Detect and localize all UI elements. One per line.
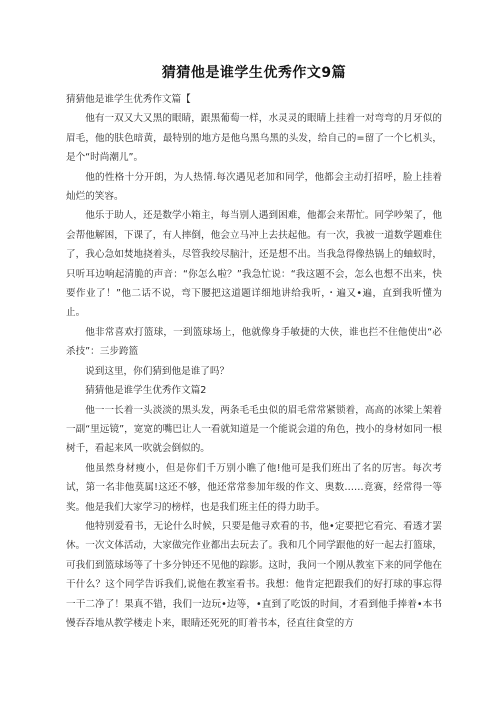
paragraph: 他虽然身材瘦小，但是你们千万别小瞧了他!他可是我们班出了名的厉害。每次考试，第一名非他莫属!这还不够，他还常常参加年级的作文、奥数……竟赛，经常得一等奖。他是我们大家学习的榜样，也是我们班主任的得力助手。 — [66, 462, 442, 513]
paragraph: 他乐于助人，还是数学小箱主，每当别人遇到困难，他都会来帮忙。同学吵架了，他会帮他解困，下课了，有人摔倒，他会立马冲上去扶起他。有一次，我被一道数学题难住了，我心急如焚地挠着头，尽管我绞尽脑汁，还是想不出。当我急得像热锅上的蚰蚁时，只听耳边响起清脆的声音：“你怎么啦？”我急忙说：“我这题不会，怎么也想不出来，快要作业了！”他二话不说，弯下腰把这道题详细地讲给我听，・遍又•遍，直到我听懂为止。 — [66, 210, 442, 319]
paragraph: 他的性格十分开朗，为人热情.每次遇见老加和同学，他都会主动打招呼，脸上挂着灿烂的笑容。 — [66, 171, 442, 203]
paragraph: 猜猜他是谁学生优秀作文篇【 — [66, 94, 191, 105]
paragraph: 他有一双又大又黑的眼睛，跟黑葡萄一样，水灵灵的眼睛上挂着一对弯弯的月牙似的眉毛，他的肤色暗黄，最特别的地方是他乌黑乌黑的头发，给自己的=留了一个匕机头，是个“时尚潮儿”。 — [66, 113, 442, 164]
paragraph: 说到这里，你们猜到他是谁了吗？ — [85, 365, 230, 377]
paragraph: 他非常喜欢打篮球，一到篮球场上，他就像身手敏捷的大侠，谁也拦不住他使出“必杀技”：三步跨篮 — [66, 326, 442, 358]
document-title: 猜猜他是谁学生优秀作文9篇 — [161, 65, 347, 81]
paragraph: 他特别爱看书，无论什么时候，只要是他寻欢看的书，他•定要把它看完、看透才罢休。一次文体活动，大家做完作业都出去玩去了。我和几个同学跟他的好一起去打篮球，可我们到篮球场等了十多分钟还不见他的踪影。这时，我问一个刚从教室下来的同学他在干什么？这个同学告诉我们,说他在教室看书。我想：他肯定把跟我们的好打球的事忘得一干二净了！果真不错，我们一边玩•边等，•直到了吃饭的时间，才看到他手捧着•本书慢吞吞地从教学楼走卜来，眼睛还死死的盯着书本，径直往食堂的方 — [66, 520, 442, 629]
paragraph: 猜猜他是谁学生优秀作文篇2 — [85, 385, 207, 397]
paragraph: 他一一长着一头淡淡的黑头发，两条毛毛虫似的眉毛常常紧锁着，高高的冰梁上架着一副“里远镜”，宽宽的嘴巴让人一看就知道是一个能说会道的角色，拽小的身材如同一根树千，看起来风一吹就会倒似的。 — [66, 404, 442, 455]
document-body — [66, 90, 442, 633]
